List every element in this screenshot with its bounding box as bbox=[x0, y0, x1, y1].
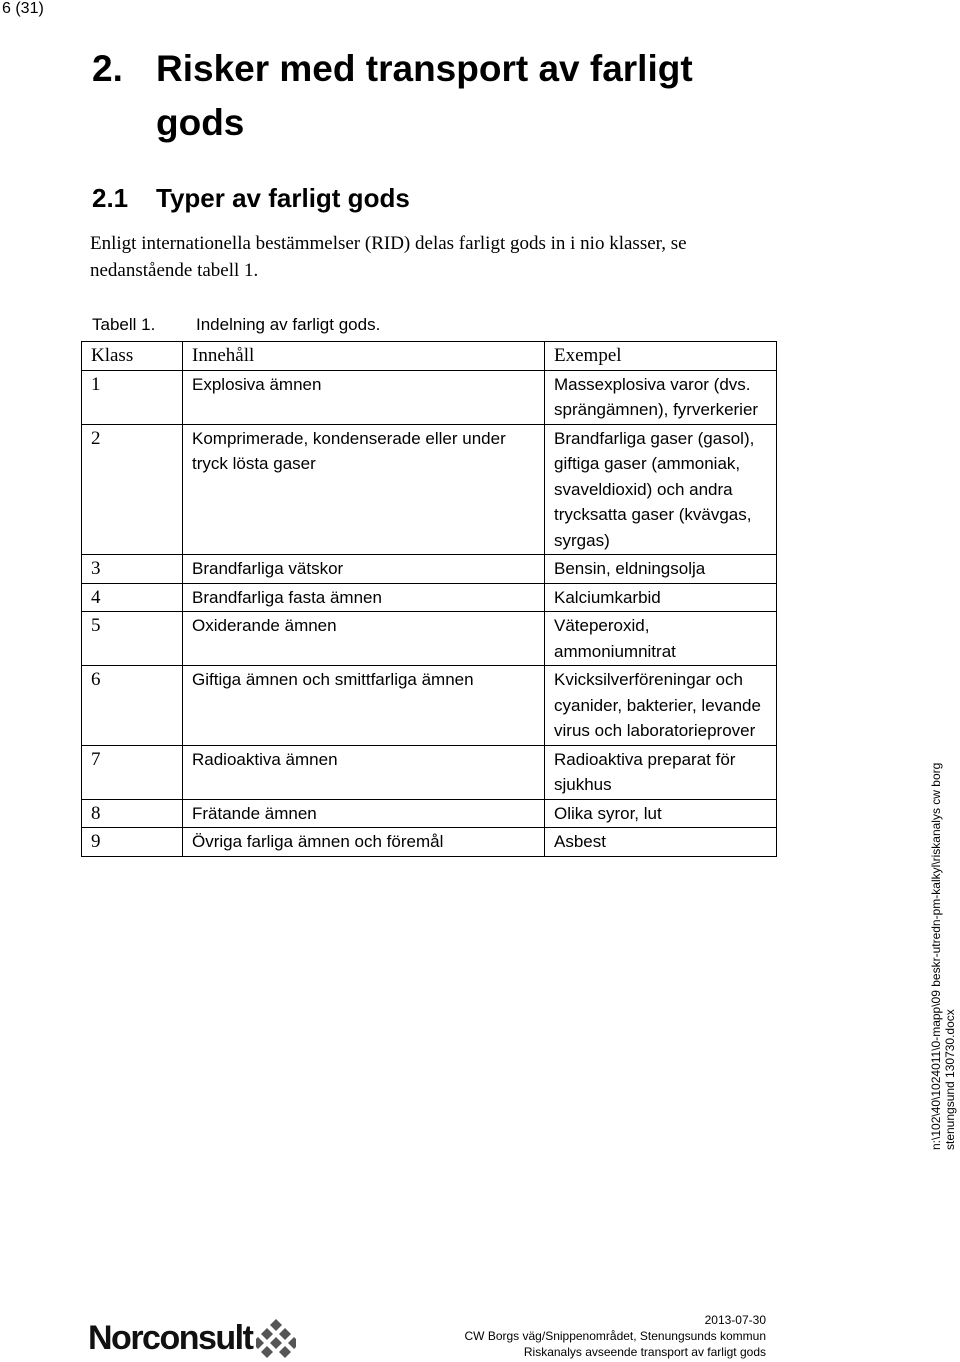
cell-klass: 1 bbox=[82, 370, 183, 424]
cell-innehall: Radioaktiva ämnen bbox=[183, 745, 545, 799]
cell-exempel: Asbest bbox=[545, 828, 777, 857]
cell-klass: 2 bbox=[82, 424, 183, 555]
heading-2-text: Typer av farligt gods bbox=[156, 183, 410, 213]
cell-innehall: Explosiva ämnen bbox=[183, 370, 545, 424]
cell-innehall: Oxiderande ämnen bbox=[183, 612, 545, 666]
cell-klass: 7 bbox=[82, 745, 183, 799]
table-row bbox=[82, 555, 777, 584]
file-path-sidebar bbox=[929, 630, 957, 1150]
logo-wordmark: Norconsult bbox=[88, 1318, 253, 1357]
cell-innehall: Komprimerade, kondenserade eller under tryck lösta gaser bbox=[183, 424, 545, 555]
header-klass: Klass bbox=[82, 342, 183, 371]
table-row bbox=[82, 745, 777, 799]
heading-1-number: 2. bbox=[92, 48, 123, 89]
diamond-grid-icon bbox=[256, 1318, 296, 1358]
table-row bbox=[82, 612, 777, 666]
footer-project: CW Borgs väg/Snippenområdet, Stenungsunds kommun bbox=[464, 1329, 766, 1343]
heading-2 bbox=[92, 181, 410, 215]
cell-innehall: Giftiga ämnen och smittfarliga ämnen bbox=[183, 666, 545, 746]
cell-exempel: Kalciumkarbid bbox=[545, 583, 777, 612]
table-caption bbox=[92, 314, 380, 336]
cell-klass: 9 bbox=[82, 828, 183, 857]
cell-innehall: Brandfarliga vätskor bbox=[183, 555, 545, 584]
cell-innehall: Brandfarliga fasta ämnen bbox=[183, 583, 545, 612]
page-number: 6 (31) bbox=[2, 0, 44, 17]
intro-paragraph: Enligt internationella bestämmelser (RID) delas farligt gods in i nio klasser, se nedanstående tabell 1. bbox=[90, 233, 687, 281]
cell-exempel: Bensin, eldningsolja bbox=[545, 555, 777, 584]
cell-klass: 5 bbox=[82, 612, 183, 666]
cell-exempel: Brandfarliga gaser (gasol), giftiga gaser (ammoniak, svaveldioxid) och andra trycksatta gaser (kvävgas, syrgas) bbox=[545, 424, 777, 555]
table-caption-text: Indelning av farligt gods. bbox=[196, 315, 381, 334]
header-innehall: Innehåll bbox=[183, 342, 545, 371]
table-row bbox=[82, 424, 777, 555]
heading-2-number: 2.1 bbox=[92, 183, 129, 213]
hazard-class-table bbox=[81, 341, 777, 857]
file-path-line-1: n:\102\40\1024011\0-mapp\09 beskr-utredn-pm-kalkyl\riskanalys cw borg bbox=[929, 762, 943, 1150]
cell-klass: 8 bbox=[82, 799, 183, 828]
heading-1-text: Risker med transport av farligt gods bbox=[156, 48, 693, 143]
footer-date: 2013-07-30 bbox=[704, 1313, 766, 1327]
company-logo bbox=[88, 1318, 296, 1358]
page-footer bbox=[465, 1312, 767, 1360]
table-row bbox=[82, 583, 777, 612]
table-row bbox=[82, 370, 777, 424]
cell-exempel: Kvicksilverföreningar och cyanider, bakterier, levande virus och laboratorieprover bbox=[545, 666, 777, 746]
cell-klass: 6 bbox=[82, 666, 183, 746]
heading-1 bbox=[92, 42, 792, 150]
cell-exempel: Väteperoxid, ammoniumnitrat bbox=[545, 612, 777, 666]
table-row bbox=[82, 666, 777, 746]
cell-klass: 4 bbox=[82, 583, 183, 612]
table-row bbox=[82, 828, 777, 857]
cell-exempel: Olika syror, lut bbox=[545, 799, 777, 828]
cell-exempel: Radioaktiva preparat för sjukhus bbox=[545, 745, 777, 799]
footer-report-title: Riskanalys avseende transport av farligt gods bbox=[523, 1345, 766, 1359]
file-path-line-2: stenungsund 130730.docx bbox=[943, 1009, 957, 1150]
cell-innehall: Frätande ämnen bbox=[183, 799, 545, 828]
table-row bbox=[82, 799, 777, 828]
header-exempel: Exempel bbox=[545, 342, 777, 371]
cell-exempel: Massexplosiva varor (dvs. sprängämnen), fyrverkerier bbox=[545, 370, 777, 424]
cell-klass: 3 bbox=[82, 555, 183, 584]
cell-innehall: Övriga farliga ämnen och föremål bbox=[183, 828, 545, 857]
table-header-row bbox=[82, 342, 777, 371]
table-caption-label: Tabell 1. bbox=[92, 315, 156, 334]
